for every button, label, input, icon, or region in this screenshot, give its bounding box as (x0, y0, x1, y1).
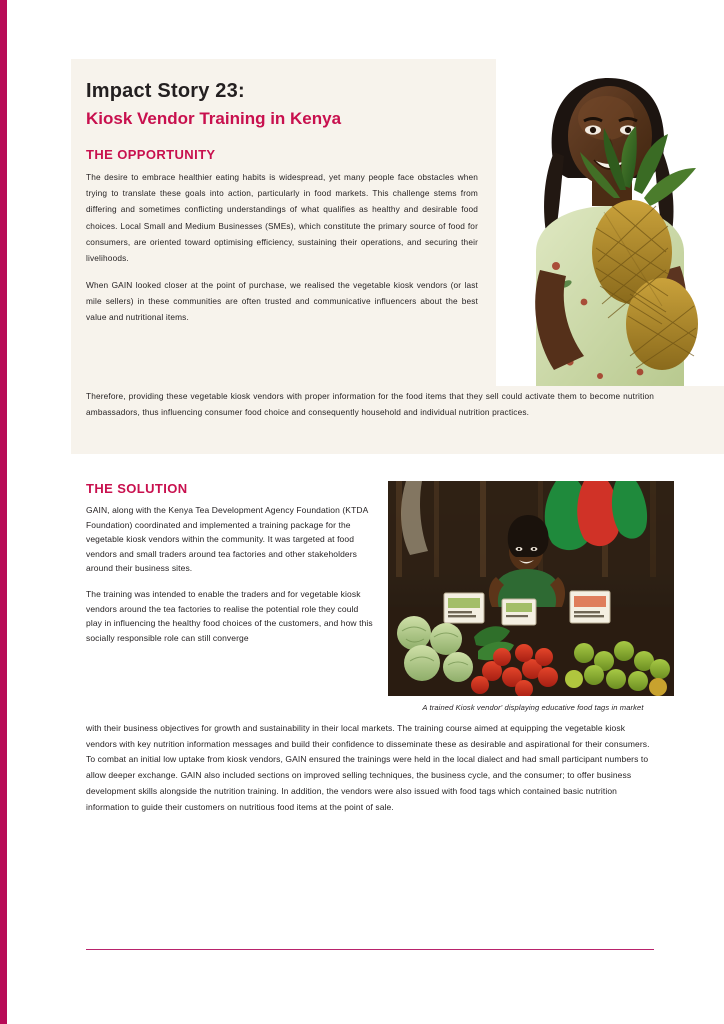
footer-divider (86, 949, 654, 950)
opportunity-text-block (86, 80, 478, 337)
solution-text-block (86, 503, 374, 656)
solution-paragraph-1: GAIN, along with the Kenya Tea Development Agency Foundation (KTDA Foundation) coordinated and implemented a training package for the vegetable kiosk vendors within the community. It was targeted at food vendors and small traders around tea factories and other stakeholders around their business sites. (86, 505, 368, 574)
market-photo-caption: A trained Kiosk vendor' displaying educative food tags in market (422, 703, 644, 712)
market-photo (388, 481, 674, 696)
page-subtitle: Kiosk Vendor Training in Kenya (86, 109, 342, 128)
hero-photo (496, 56, 724, 386)
section-heading-solution: THE SOLUTION (86, 481, 188, 496)
section-heading-opportunity: THE OPPORTUNITY (86, 147, 216, 162)
opportunity-paragraph-2: When GAIN looked closer at the point of purchase, we realised the vegetable kiosk vendors (or last mile sellers) in these communities are often trusted and communicative influencers about the best value and nutritional items. (86, 280, 478, 323)
opportunity-paragraph-3: Therefore, providing these vegetable kiosk vendors with proper information for the food items that they sell could activate them to become nutrition ambassadors, thus influencing consumer food choice and consequently household and individual nutrition practices. (86, 391, 654, 418)
solution-flow-text: with their business objectives for growth and sustainability in their local markets. The training course aimed at equipping the vegetable kiosk vendors with key nutrition information messages and build their confidence to disseminate these as desirable and aspirational for their consumers. To combat an initial low uptake from kiosk vendors, GAIN ensured the trainings were held in the local dialect and had small participant numbers to allow deeper exchange. GAIN also included sections on improved selling techniques, the business cycle, and the consumer; to offer business development skills alongside the nutrition training. In addition, the vendors were also issued with food tags which contained basic nutrition information to guide their customers on nutritious food items at the point of sale. (86, 723, 650, 812)
solution-paragraph-2: The training was intended to enable the traders and for vegetable kiosk vendors around the tea factories to realise the potential role they could play in influencing the healthy food choices of the customers, and how this socially responsible role can still converge (86, 589, 373, 643)
opportunity-paragraph-1: The desire to embrace healthier eating habits is widespread, yet many people face obstacles when trying to translate these goals into action, particularly in food markets. This challenge stems from differing and sometimes conflicting understandings of what qualifies as healthy and desirable food choices. Local Small and Medium Businesses (SMEs), which constitute the primary source of food for consumers, are oriented toward optimising efficiency, sustaining their operations, and securing their livelihoods. (86, 172, 478, 263)
page-edge-bar (0, 0, 7, 1024)
page-title: Impact Story 23: (86, 80, 245, 102)
